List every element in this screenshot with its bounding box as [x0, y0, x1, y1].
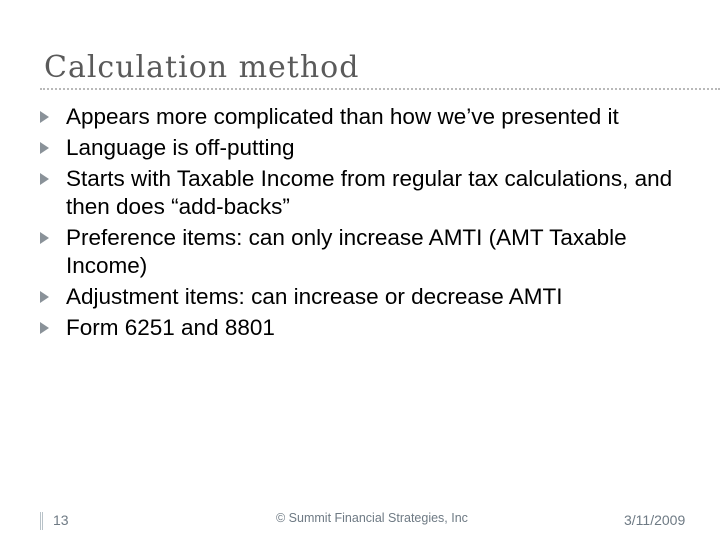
triangle-bullet-icon — [40, 322, 49, 334]
triangle-bullet-icon — [40, 111, 49, 123]
bullet-list — [40, 103, 700, 345]
slide-title: Calculation method — [44, 50, 360, 85]
bullet-text: Language is off-putting — [66, 135, 295, 160]
bullet-text: Starts with Taxable Income from regular tax calculations, and then does “add-backs” — [66, 166, 673, 219]
triangle-bullet-icon — [40, 291, 49, 303]
copyright-text: © Summit Financial Strategies, Inc — [276, 511, 468, 525]
slide-footer — [0, 508, 728, 538]
bullet-item — [40, 314, 700, 342]
triangle-bullet-icon — [40, 173, 49, 185]
bullet-text: Form 6251 and 8801 — [66, 315, 275, 340]
triangle-bullet-icon — [40, 232, 49, 244]
bullet-text: Appears more complicated than how we’ve presented it — [66, 104, 619, 129]
bullet-text: Preference items: can only increase AMTI (AMT Taxable Income) — [66, 225, 627, 278]
bullet-item — [40, 103, 700, 131]
triangle-bullet-icon — [40, 142, 49, 154]
slide-date: 3/11/2009 — [624, 512, 686, 528]
bullet-text: Adjustment items: can increase or decrease AMTI — [66, 284, 563, 309]
bullet-item — [40, 165, 700, 221]
footer-accent-icon — [40, 512, 47, 530]
bullet-item — [40, 224, 700, 280]
slide-number: 13 — [53, 512, 69, 528]
title-divider — [40, 88, 720, 90]
bullet-item — [40, 134, 700, 162]
bullet-item — [40, 283, 700, 311]
